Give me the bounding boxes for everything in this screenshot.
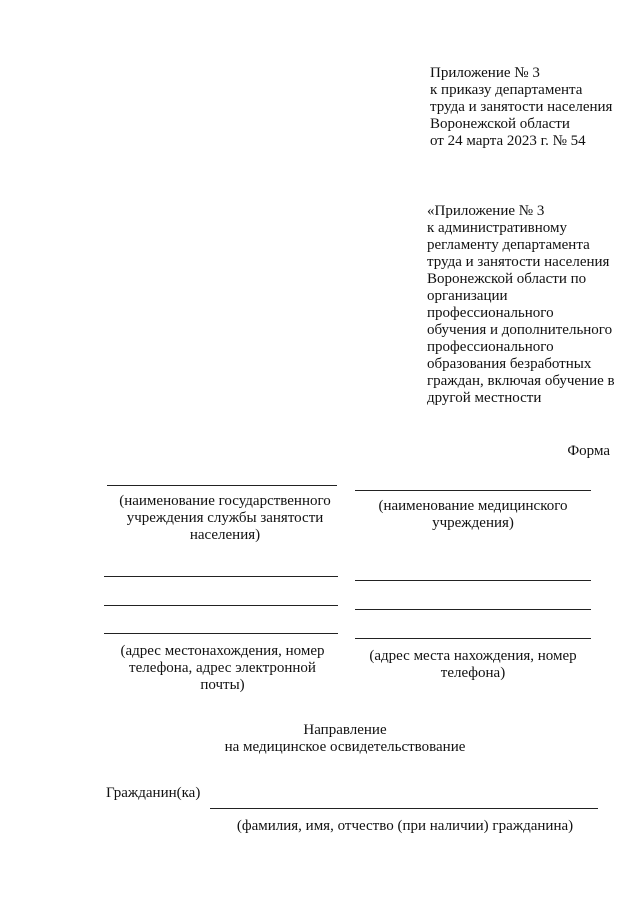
medical-address-line-1 bbox=[355, 580, 591, 581]
employment-address-line-1 bbox=[104, 576, 338, 577]
order-reference-block: Приложение № 3 к приказу департамента труда и занятости населения Воронежской области от 24 марта 2023 г. № 54 bbox=[430, 65, 613, 149]
employment-service-name-line bbox=[107, 485, 337, 486]
medical-address-caption: (адрес места нахождения, номер телефона) bbox=[369, 648, 577, 681]
document-title: Направление bbox=[303, 722, 387, 738]
medical-institution-name-caption: (наименование медицинского учреждения) bbox=[378, 498, 568, 531]
medical-address-line-3 bbox=[355, 638, 591, 639]
employment-service-name-caption: (наименование государственного учреждения службы занятости населения) bbox=[119, 493, 331, 543]
form-label: Форма bbox=[567, 443, 610, 459]
citizen-name-caption: (фамилия, имя, отчество (при наличии) гражданина) bbox=[236, 818, 574, 834]
employment-address-caption: (адрес местонахождения, номер телефона, адрес электронной почты) bbox=[120, 643, 325, 693]
employment-address-line-3 bbox=[104, 633, 338, 634]
medical-address-line-2 bbox=[355, 609, 591, 610]
regulation-appendix-block: «Приложение № 3 к административному регламенту департамента труда и занятости населения Воронежской области по организации профессионального обучения и дополнительного профессионального образования безработных граждан, включая обучение в другой местности bbox=[427, 203, 615, 406]
employment-address-line-2 bbox=[104, 605, 338, 606]
document-subtitle: на медицинское освидетельствование bbox=[224, 739, 466, 755]
citizen-label: Гражданин(ка) bbox=[106, 785, 201, 801]
citizen-name-line bbox=[210, 808, 598, 809]
medical-institution-name-line bbox=[355, 490, 591, 491]
